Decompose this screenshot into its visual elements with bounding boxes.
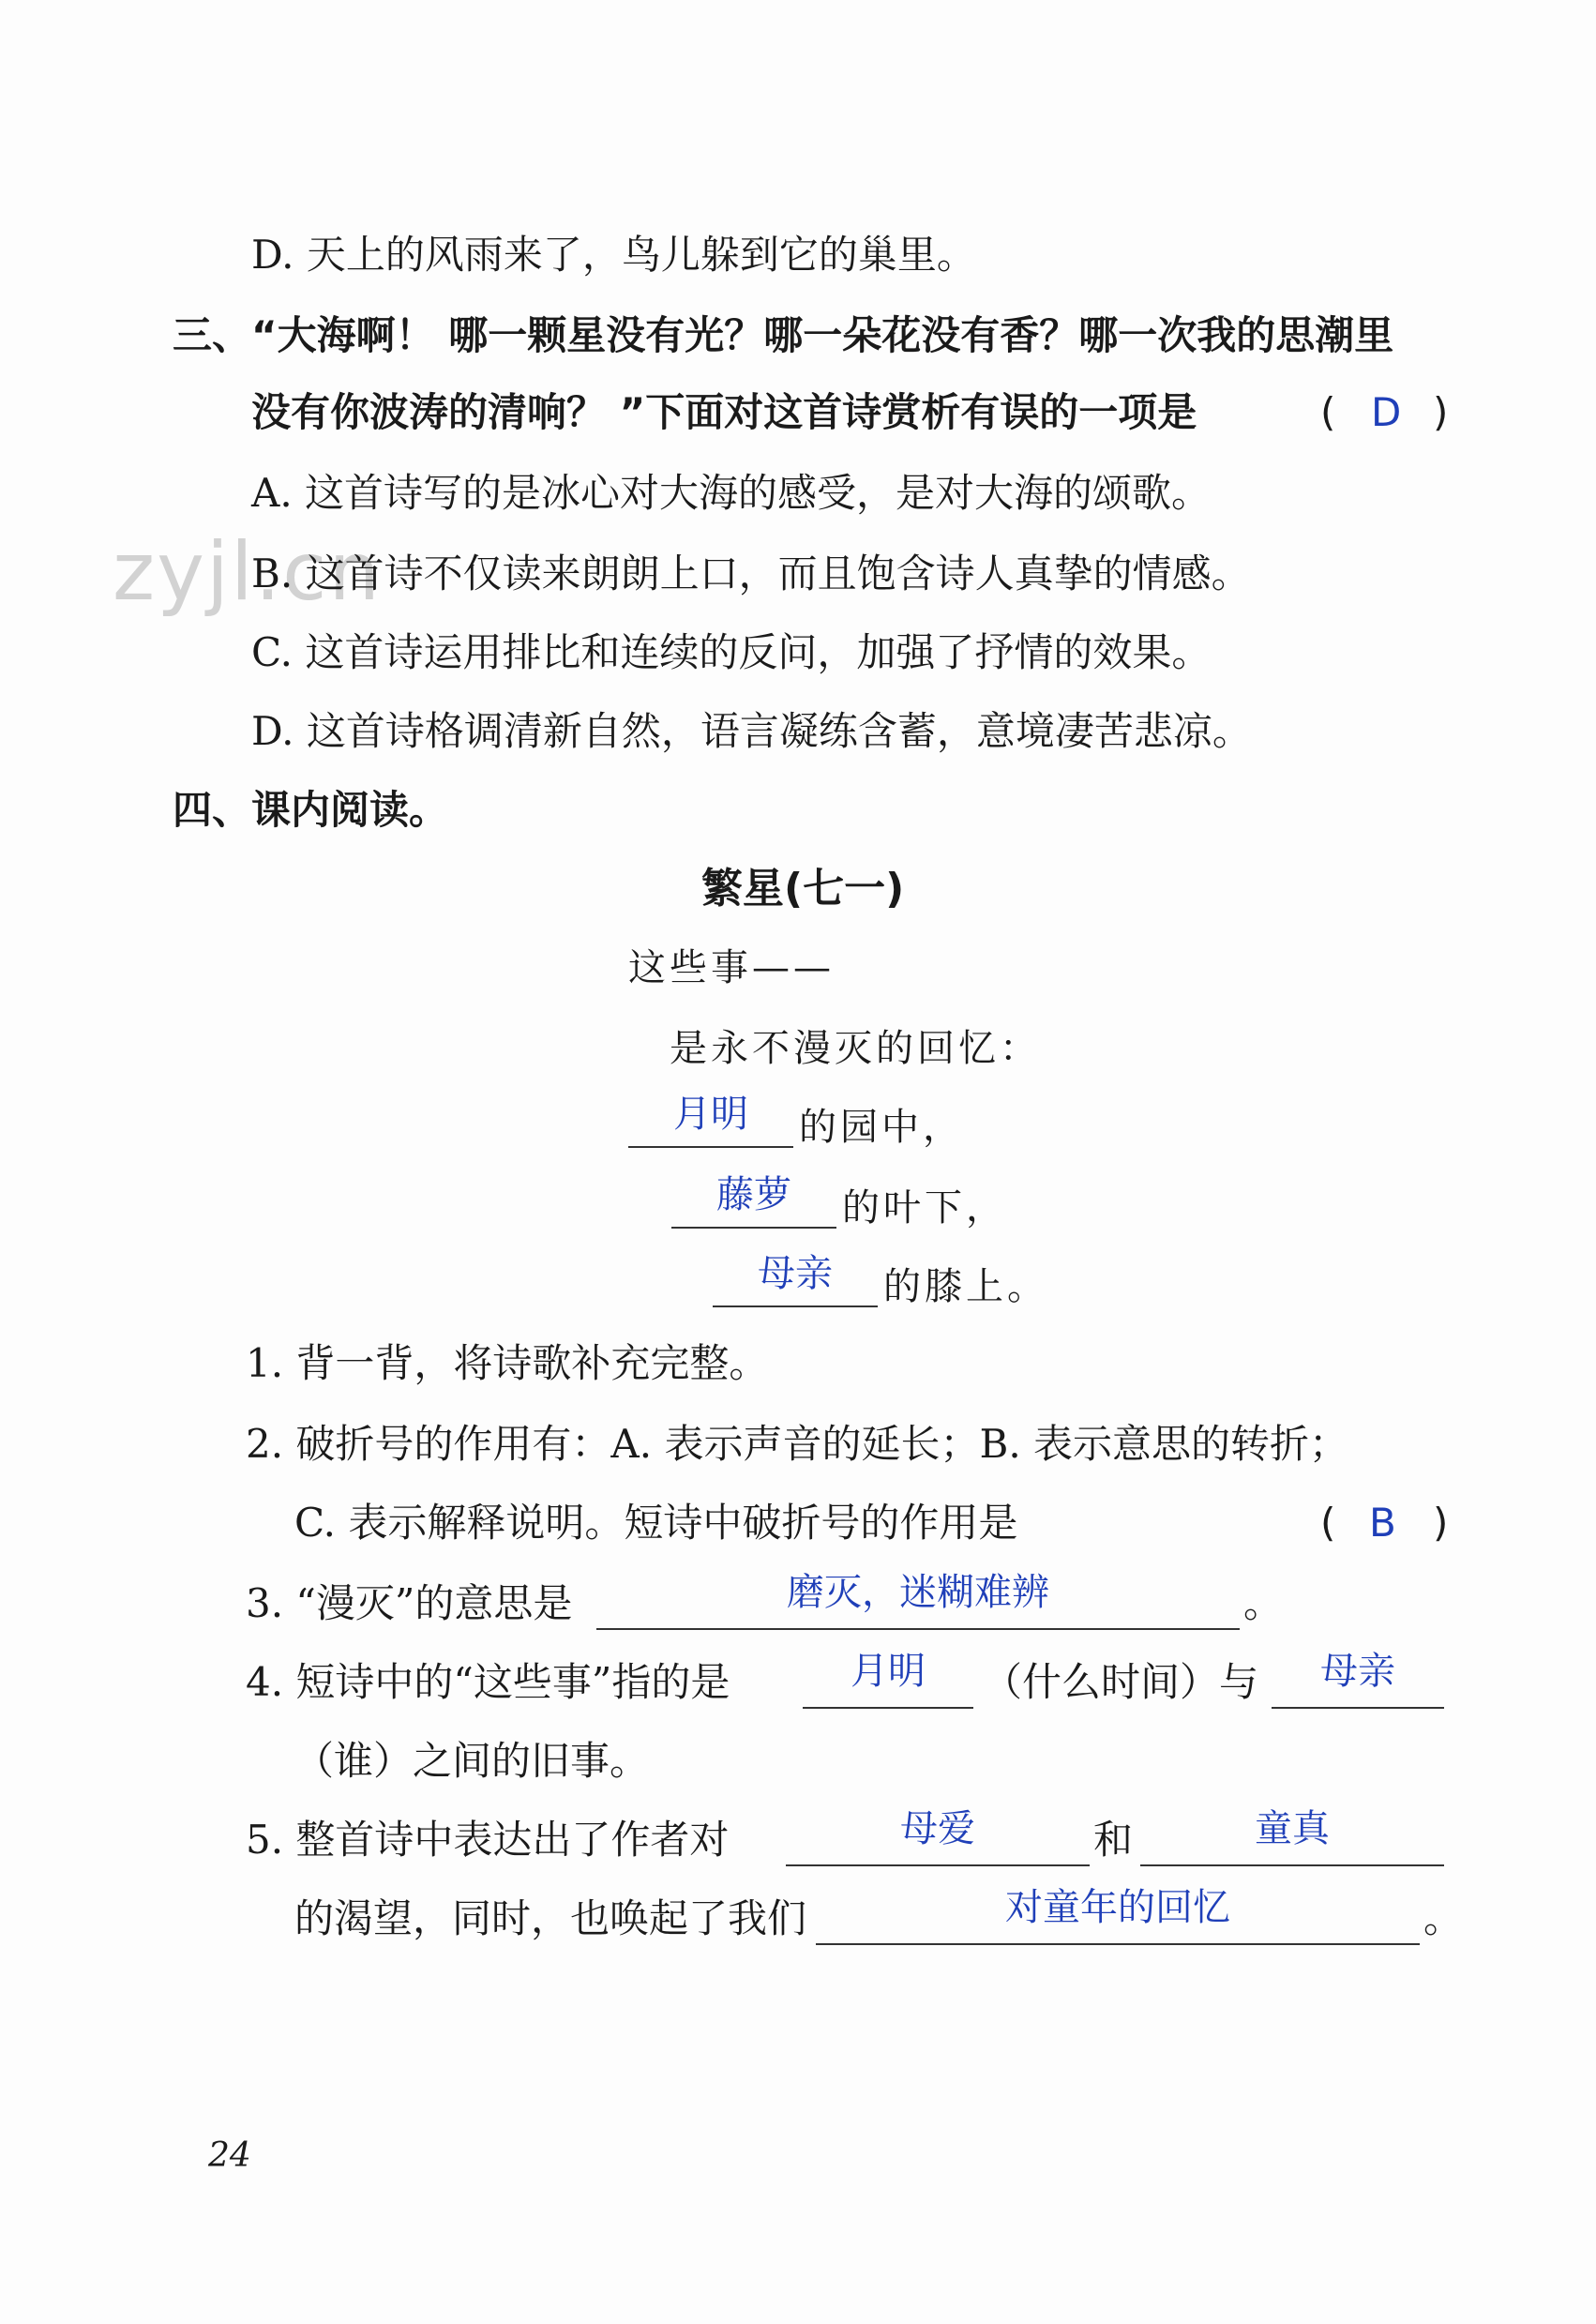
- answer-paren-close: ): [1433, 389, 1449, 435]
- question-5-line2: 的渴望，同时，也唤起了我们: [294, 1895, 807, 1941]
- question-4-middle: （什么时间）与: [983, 1659, 1259, 1705]
- question-4-line2: （谁）之间的旧事。: [294, 1738, 650, 1784]
- question-5-middle: 和: [1093, 1817, 1134, 1863]
- poem-blank-1-answer: 月明: [673, 1093, 748, 1136]
- option-c: C. 这首诗运用排比和连续的反问，加强了抒情的效果。: [251, 629, 1212, 675]
- q3-blank[interactable]: [596, 1628, 1240, 1630]
- poem-blank-3-answer: 母亲: [758, 1252, 833, 1295]
- section-4-heading: 四、课内阅读。: [173, 787, 449, 833]
- poem-blank-1[interactable]: [628, 1146, 793, 1148]
- poem-line-5: 的膝上。: [883, 1265, 1048, 1308]
- question-3-prefix: 3. “漫灭”的意思是: [246, 1580, 573, 1626]
- poem-line-4: 的叶下，: [842, 1186, 1007, 1230]
- question-3-suffix: 。: [1243, 1580, 1284, 1626]
- q2-paren-close: ): [1433, 1500, 1449, 1546]
- q5-blank-1[interactable]: [786, 1864, 1090, 1866]
- q4-blank-1-answer: 月明: [851, 1650, 926, 1693]
- question-3-line2: 没有你波涛的清响？ ”下面对这首诗赏析有误的一项是: [251, 389, 1197, 435]
- option-d: D. 这首诗格调清新自然，语言凝练含蓄，意境凄苦悲凉。: [251, 708, 1252, 754]
- watermark: zyjl.cn: [113, 525, 382, 619]
- poem-line-2: 是永不漫灭的回忆：: [670, 1027, 1041, 1070]
- q5-blank-2[interactable]: [1140, 1864, 1444, 1866]
- question-2-answer: B: [1369, 1500, 1396, 1546]
- poem-line-1: 这些事——: [628, 946, 835, 989]
- q2-paren-open: (: [1320, 1500, 1336, 1546]
- question-2-line1: 2. 破折号的作用有：A. 表示声音的延长；B. 表示意思的转折；: [246, 1421, 1349, 1467]
- question-3-line1: 三、“大海啊！ 哪一颗星没有光？哪一朵花没有香？哪一次我的思潮里: [173, 312, 1394, 358]
- poem-blank-2[interactable]: [671, 1227, 836, 1229]
- poem-line-3: 的园中，: [799, 1106, 964, 1149]
- answer-paren-open: (: [1320, 389, 1336, 435]
- q5-blank-3[interactable]: [816, 1943, 1420, 1945]
- question-1: 1. 背一背，将诗歌补充完整。: [246, 1340, 769, 1386]
- question-5-prefix: 5. 整首诗中表达出了作者对: [246, 1817, 730, 1863]
- poem-blank-3[interactable]: [713, 1305, 878, 1307]
- q3-blank-answer: 磨灭，迷糊难辨: [787, 1571, 1049, 1614]
- option-a: A. 这首诗写的是冰心对大海的感受，是对大海的颂歌。: [251, 470, 1212, 516]
- q5-blank-1-answer: 母爱: [900, 1807, 975, 1850]
- question-4-prefix: 4. 短诗中的“这些事”指的是: [246, 1659, 730, 1705]
- question-3-answer: D: [1371, 389, 1402, 435]
- q4-blank-2-answer: 母亲: [1320, 1650, 1395, 1693]
- poem-title: 繁星(七一): [701, 865, 905, 913]
- option-b: B. 这首诗不仅读来朗朗上口，而且饱含诗人真挚的情感。: [251, 551, 1251, 596]
- question-2-line2: C. 表示解释说明。短诗中破折号的作用是: [294, 1500, 1018, 1546]
- q5-blank-2-answer: 童真: [1255, 1807, 1330, 1850]
- poem-blank-2-answer: 藤萝: [716, 1173, 791, 1216]
- q5-blank-3-answer: 对童年的回忆: [1005, 1886, 1230, 1929]
- q4-blank-2[interactable]: [1272, 1707, 1444, 1709]
- page-number: 24: [208, 2136, 251, 2175]
- q4-blank-1[interactable]: [803, 1707, 973, 1709]
- option-d-prev: D. 天上的风雨来了，鸟儿躲到它的巢里。: [251, 232, 976, 278]
- question-5-suffix: 。: [1423, 1895, 1464, 1941]
